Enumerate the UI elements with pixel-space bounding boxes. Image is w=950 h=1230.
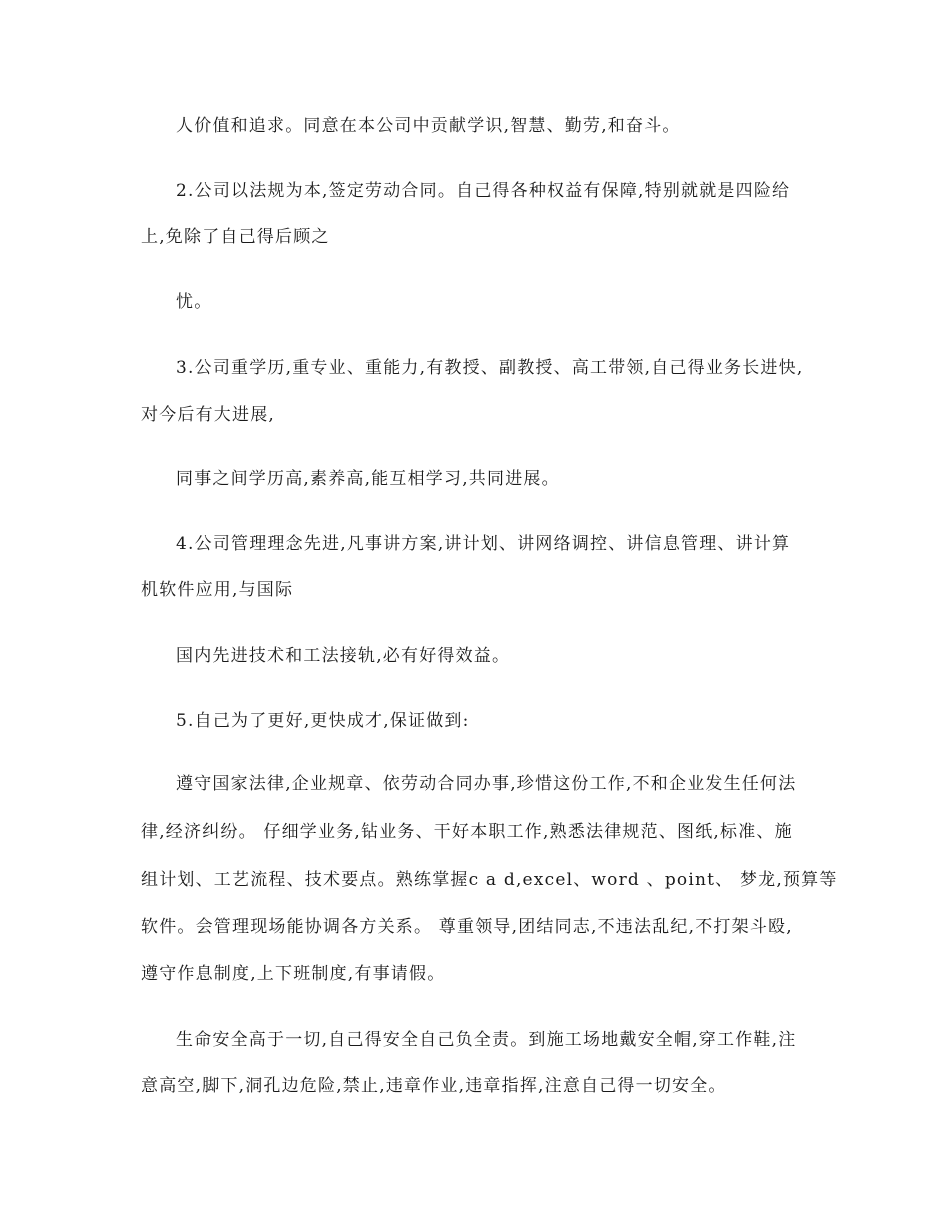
text-line: 遵守作息制度,上下班制度,有事请假。 (141, 964, 446, 984)
text-line: 5.自己为了更好,更快成才,保证做到: (176, 711, 470, 731)
text-line: 国内先进技术和工法接轨,必有好得效益。 (176, 646, 511, 666)
text-line: 同事之间学历高,素养高,能互相学习,共同进展。 (176, 469, 560, 489)
text-line: 遵守国家法律,企业规章、依劳动合同办事,珍惜这份工作,不和企业发生任何法 (176, 774, 797, 794)
text-line: 2.公司以法规为本,签定劳动合同。自己得各种权益有保障,特别就就是四险给 (176, 181, 791, 201)
text-line: 3.公司重学历,重专业、重能力,有教授、副教授、高工带领,自己得业务长进快, (176, 358, 804, 378)
text-line: 机软件应用,与国际 (141, 580, 294, 600)
text-line: 组计划、工艺流程、技术要点。熟练掌握c a d,excel、word 、point、 梦龙,预算等 (141, 870, 838, 890)
text-line: 律,经济纠纷。 仔细学业务,钻业务、干好本职工作,熟悉法律规范、图纸,标准、施 (141, 822, 793, 842)
text-line: 忧。 (176, 292, 213, 312)
text-line: 对今后有大进展, (141, 405, 276, 425)
text-line: 软件。会管理现场能协调各方关系。 尊重领导,团结同志,不违法乱纪,不打架斗殴, (141, 917, 793, 937)
text-line: 4.公司管理理念先进,凡事讲方案,讲计划、讲网络调控、讲信息管理、讲计算 (176, 534, 791, 554)
text-line: 人价值和追求。同意在本公司中贡献学识,智慧、勤劳,和奋斗。 (176, 116, 681, 136)
text-line: 上,免除了自己得后顾之 (141, 227, 330, 247)
text-line: 生命安全高于一切,自己得安全自己负全责。到施工场地戴安全帽,穿工作鞋,注 (176, 1030, 797, 1050)
text-line: 意高空,脚下,洞孔边危险,禁止,违章作业,违章指挥,注意自己得一切安全。 (141, 1076, 727, 1096)
